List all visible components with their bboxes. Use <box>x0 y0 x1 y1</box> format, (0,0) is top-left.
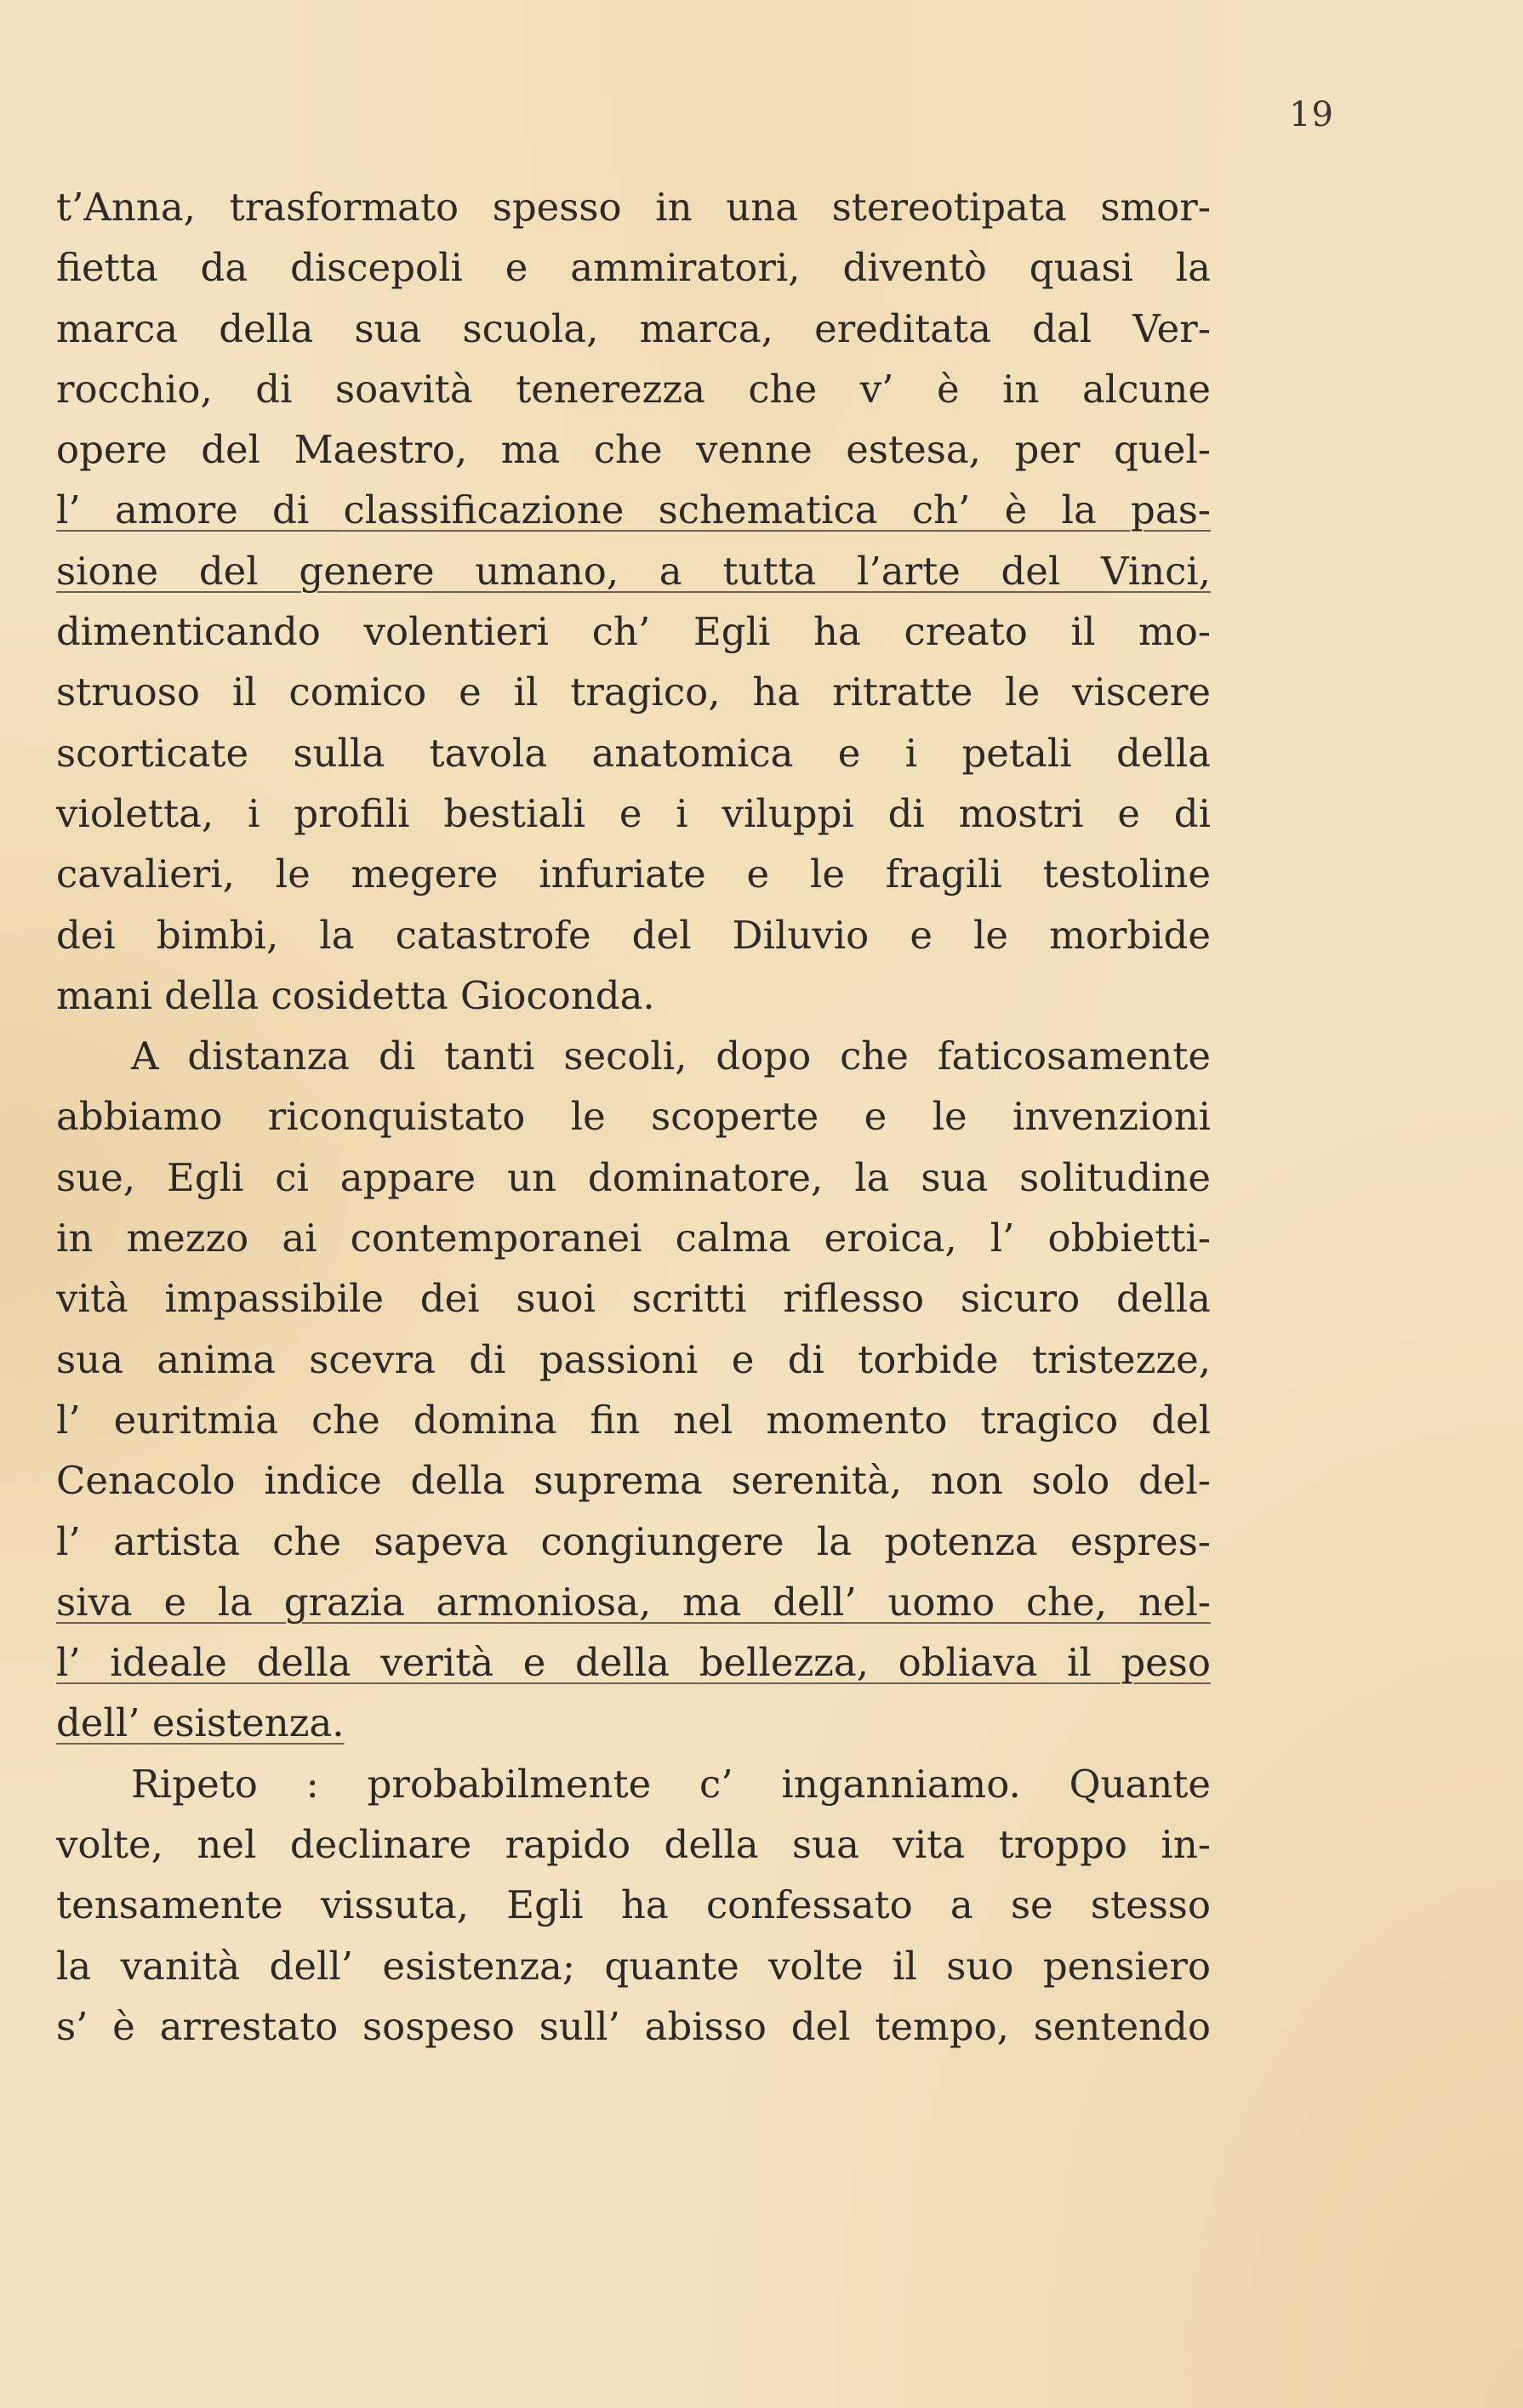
paragraph-start-line: Ripeto : probabilmente c’ inganniamo. Quante <box>131 1761 1211 1807</box>
text-line: la vanità dell’ esistenza; quante volte il suo pensiero <box>56 1943 1211 1989</box>
text-line: opere del Maestro, ma che venne estesa, per quel- <box>56 427 1211 473</box>
text-line: tensamente vissuta, Egli ha confessato a se stesso <box>56 1882 1211 1928</box>
text-line: rocchio, di soavità tenerezza che v’ è in alcune <box>56 366 1211 412</box>
text-line: l’ artista che sapeva congiungere la potenza espres- <box>56 1518 1211 1564</box>
text-line: volte, nel declinare rapido della sua vita troppo in- <box>56 1822 1211 1868</box>
text-line: sua anima scevra di passioni e di torbide tristezze, <box>56 1336 1211 1382</box>
text-line-underlined: l’ ideale della verità e della bellezza, obliava il peso <box>56 1640 1211 1686</box>
text-line: l’ euritmia che domina fin nel momento tragico del <box>56 1397 1211 1443</box>
text-line: dei bimbi, la catastrofe del Diluvio e le morbide <box>56 912 1211 958</box>
text-line-underlined: sione del genere umano, a tutta l’arte del Vinci, <box>56 548 1211 594</box>
text-line: dimenticando volentieri ch’ Egli ha creato il mo- <box>56 609 1211 655</box>
text-line-underlined: l’ amore di classificazione schematica ch’ è la pas- <box>56 487 1211 533</box>
text-line-underlined: siva e la grazia armoniosa, ma dell’ uomo che, nel- <box>56 1579 1211 1625</box>
text-line: vità impassibile dei suoi scritti riflesso sicuro della <box>56 1276 1211 1322</box>
text-line: sue, Egli ci appare un dominatore, la sua solitudine <box>56 1154 1211 1200</box>
paragraph-start-line: A distanza di tanti secoli, dopo che faticosamente <box>131 1033 1211 1079</box>
text-line: fietta da discepoli e ammiratori, diventò quasi la <box>56 245 1211 291</box>
text-line: in mezzo ai contemporanei calma eroica, l’ obbietti- <box>56 1215 1211 1261</box>
paragraph-end-line: dell’ esistenza. <box>56 1700 345 1746</box>
text-line: cavalieri, le megere infuriate e le fragili testoline <box>56 851 1211 897</box>
text-line: Cenacolo indice della suprema serenità, non solo del- <box>56 1458 1211 1504</box>
text-line: marca della sua scuola, marca, ereditata dal Ver- <box>56 305 1211 351</box>
text-line: s’ è arrestato sospeso sull’ abisso del tempo, sentendo <box>56 2003 1211 2049</box>
page-number: 19 <box>1289 95 1334 134</box>
paragraph-end-line: mani della cosidetta Gioconda. <box>56 972 655 1018</box>
text-line: abbiamo riconquistato le scoperte e le invenzioni <box>56 1094 1211 1140</box>
text-line: scorticate sulla tavola anatomica e i petali della <box>56 730 1211 776</box>
text-line: violetta, i profili bestiali e i viluppi di mostri e di <box>56 790 1211 836</box>
text-line: struoso il comico e il tragico, ha ritratte le viscere <box>56 669 1211 715</box>
text-line: t’Anna, trasformato spesso in una stereotipata smor- <box>56 185 1211 230</box>
body-text <box>56 177 1211 2057</box>
